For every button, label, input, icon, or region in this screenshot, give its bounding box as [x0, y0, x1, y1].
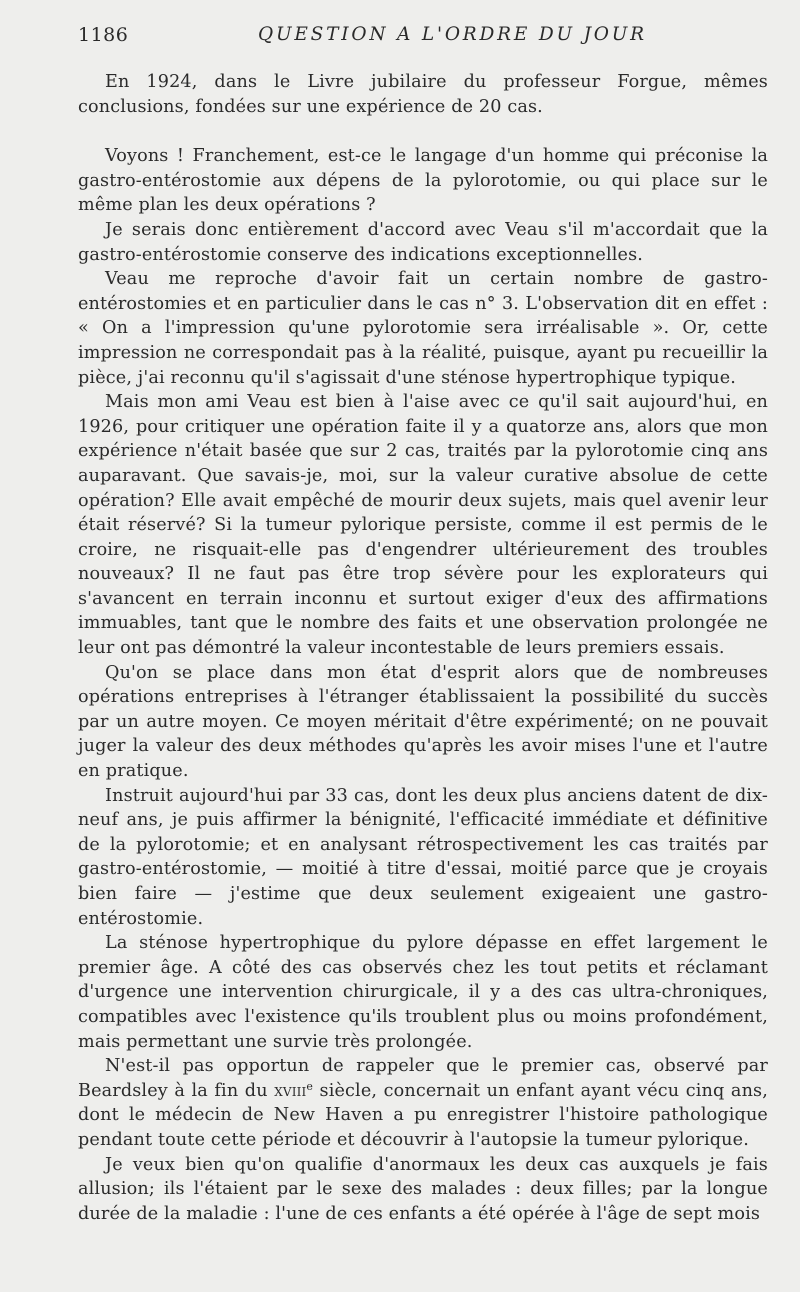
- page-header: [78, 24, 768, 52]
- paragraph: La sténose hypertrophique du pylore dépasse en effet largement le premier âge. A côté des cas observés chez les tout petits et réclamant d'urgence une intervention chirurgicale, il y a des cas ultra-chroniques, compatibles avec l'existence qu'ils troublent plus ou moins profondément, mais permettant une survie très prolongée.: [78, 933, 768, 1052]
- body-text: [78, 70, 768, 1226]
- paragraph: Mais mon ami Veau est bien à l'aise avec ce qu'il sait aujourd'hui, en 1926, pour critiquer une opération faite il y a quatorze ans, alors que mon expérience n'était basée que sur 2 cas, traités par la pylorotomie cinq ans auparavant. Que savais-je, moi, sur la valeur curative absolue de cette opération? Elle avait empêché de mourir deux sujets, mais quel avenir leur était réservé? Si la tumeur pylorique persiste, comme il est permis de le croire, ne risquait-elle pas d'engendrer ultérieurement des troubles nouveaux? Il ne faut pas être trop sévère pour les explorateurs qui s'avancent en terrain inconnu et surtout exiger d'eux des affirmations immuables, tant que le nombre des faits et une observation prolongée ne leur ont pas démontré la valeur incontestable de leurs premiers essais.: [78, 392, 768, 659]
- running-title: QUESTION A L'ORDRE DU JOUR: [258, 24, 647, 45]
- paragraph-text: siècle, concernait un enfant ayant vécu cinq ans, dont le médecin de New Haven a pu enregistrer l'histoire pathologique pendant toute cette période et découvrir à l'autopsie la tumeur pylorique.: [78, 1080, 768, 1150]
- paragraph: Voyons ! Franchement, est-ce le langage d'un homme qui préconise la gastro-entérostomie aux dépens de la pylorotomie, ou qui place sur le même plan les deux opérations ?: [78, 146, 768, 216]
- superscript: e: [306, 1079, 314, 1093]
- century-numeral: xviii: [274, 1080, 307, 1101]
- page-number: 1186: [78, 24, 129, 46]
- paragraph: Veau me reproche d'avoir fait un certain nombre de gastro-entérostomies et en particulier dans le cas n° 3. L'observation dit en effet : « On a l'impression qu'une pylorotomie sera irréalisable ». Or, cette impression ne correspondait pas à la réalité, puisque, ayant pu recueillir la pièce, j'ai reconnu qu'il s'agissait d'une sténose hypertrophique typique.: [78, 269, 768, 388]
- paragraph: Je serais donc entièrement d'accord avec Veau s'il m'accordait que la gastro-entérostomie conserve des indications exceptionnelles.: [78, 219, 768, 265]
- paragraph: En 1924, dans le Livre jubilaire du professeur Forgue, mêmes conclusions, fondées sur une expérience de 20 cas.: [78, 72, 768, 117]
- paragraph: Je veux bien qu'on qualifie d'anormaux les deux cas auxquels je fais allusion; ils l'étaient par le sexe des malades : deux filles; par la longue durée de la maladie : l'une de ces enfants a été opérée à l'âge de sept mois: [78, 1154, 768, 1224]
- paragraph-text: N'est-il pas opportun de rappeler que le premier cas, observé par Beardsley à la fin du: [78, 1056, 768, 1101]
- paragraph: [78, 1054, 768, 1152]
- paragraph: Instruit aujourd'hui par 33 cas, dont les deux plus anciens datent de dix-neuf ans, je puis affirmer la bénignité, l'efficacité immédiate et définitive de la pylorotomie; et en analysant rétrospectivement les cas traités par gastro-entérostomie, — moitié à titre d'essai, moitié parce que je croyais bien faire — j'estime que deux seulement exigeaient une gastro-entérostomie.: [78, 785, 768, 929]
- paragraph: Qu'on se place dans mon état d'esprit alors que de nombreuses opérations entreprises à l'étranger établissaient la possibilité du succès par un autre moyen. Ce moyen méritait d'être expérimenté; on ne pouvait juger la valeur des deux méthodes qu'après les avoir mises l'une et l'autre en pratique.: [78, 662, 768, 782]
